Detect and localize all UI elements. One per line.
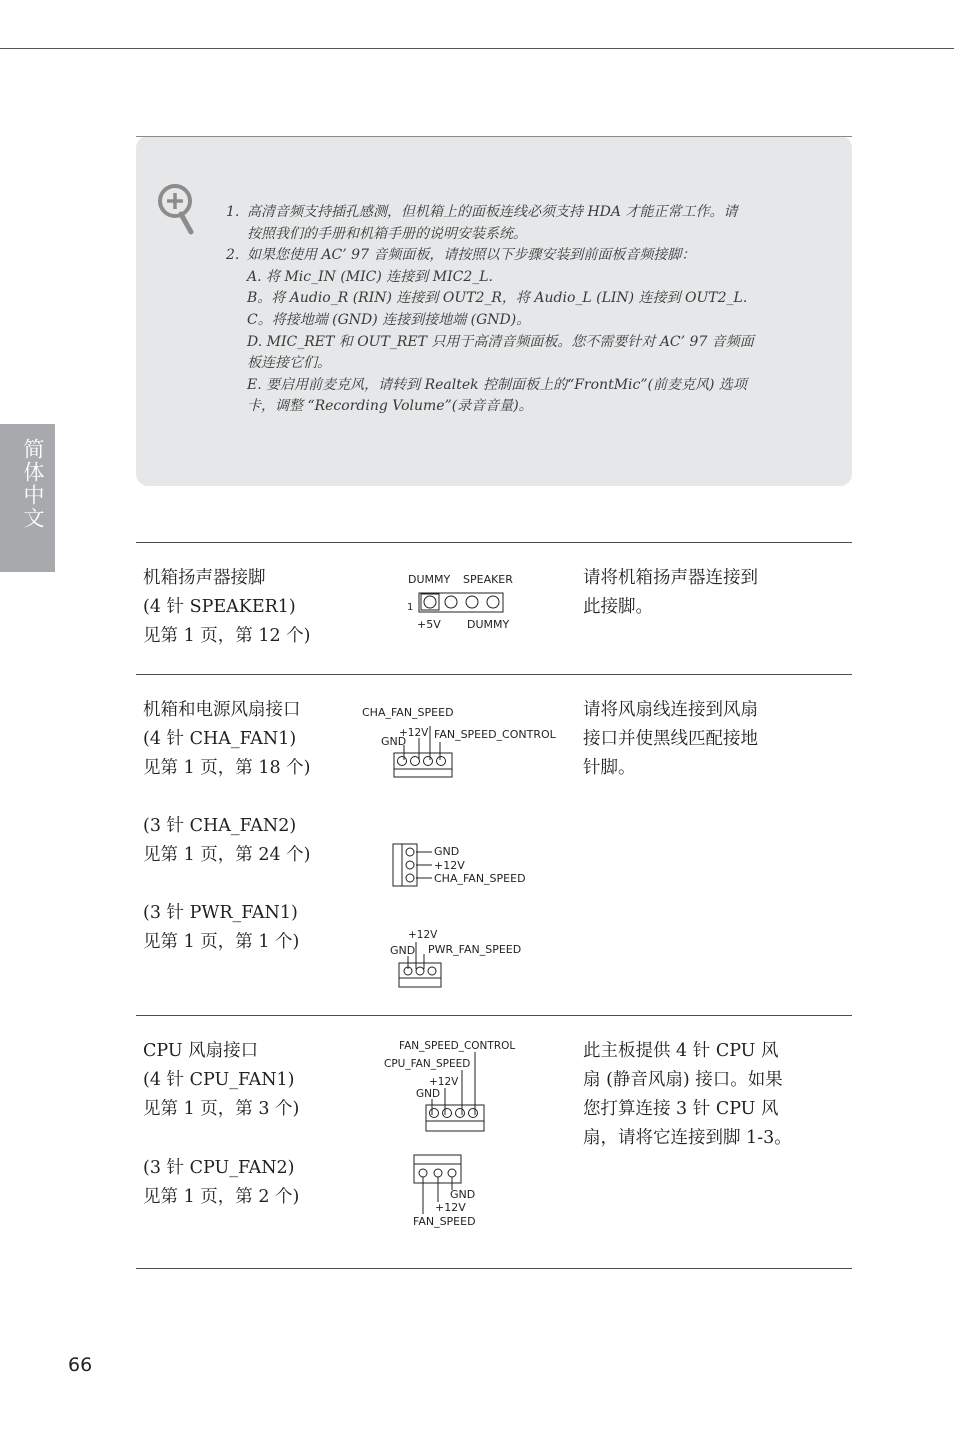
svg-text:FAN_SPEED_CONTROL: FAN_SPEED_CONTROL (399, 1040, 516, 1052)
note-list (226, 202, 786, 418)
pin (419, 1169, 427, 1177)
cpu-fan1-diagram (380, 1036, 530, 1136)
speaker-label-top: SPEAKER (463, 573, 513, 586)
header-rule (0, 48, 954, 49)
pin (430, 1109, 439, 1118)
svg-text:+12V: +12V (408, 929, 438, 941)
svg-text:+12V: +12V (399, 727, 429, 739)
svg-text:GND: GND (450, 1188, 476, 1201)
pin (437, 757, 446, 766)
pin (416, 967, 424, 975)
svg-text:CPU_FAN_SPEED: CPU_FAN_SPEED (384, 1058, 471, 1070)
note-item: 1. 高清音频支持插孔感测，但机箱上的面板连线必须支持 HDA 才能正常工作。请 按照我们的手册和机箱手册的说明安装系统。 (226, 204, 738, 242)
pin (406, 848, 414, 856)
svg-text:GND: GND (416, 1088, 441, 1100)
cpu-fan2-diagram (408, 1152, 518, 1232)
cha-fan1-label: 机箱和电源风扇接口 (4 针 CHA_FAN1) 见第 1 页，第 18 个) (143, 700, 311, 778)
note-item: 2. 如果您使用 AC’ 97 音频面板，请按照以下步骤安装到前面板音频接脚： A. 将 Mic_IN (MIC) 连接到 MIC2_L. B。将 Audio_R (RIN) 连接到 OUT2_R，将 Audio_L (LIN) 连接到 OUT2_L. C。将接地端 (GND) 连接到接地端 (GND)。 D. MIC_RET 和 OUT_RET 只用于高清音频面板。您不需要针对 AC’ 97 音频面 板连接它们。 E. 要启用前麦克风，请转到 Realtek 控制面板上的“FrontMic”(前麦克风) 选项 卡，调整 “Recording Volume”(录音音量)。 (226, 247, 754, 415)
cha-fan2-label: (3 针 CHA_FAN2) 见第 1 页，第 24 个) (143, 816, 311, 865)
pin (434, 1169, 442, 1177)
cpu-fan-description: 此主板提供 4 针 CPU 风 扇 (静音风扇) 接口。如果 您打算连接 3 针 CPU 风 扇，请将它连接到脚 1-3。 (583, 1041, 792, 1148)
pwr-fan1-label: (3 针 PWR_FAN1) 见第 1 页，第 1 个) (143, 903, 300, 952)
section-rule (136, 1268, 852, 1269)
fan-description: 请将风扇线连接到风扇 接口并使黑线匹配接地 针脚。 (583, 700, 758, 778)
svg-text:+12V: +12V (429, 1076, 459, 1088)
svg-text:GND: GND (381, 735, 407, 748)
pin (406, 861, 414, 869)
pin (411, 757, 420, 766)
section-rule (136, 674, 852, 675)
cha-fan1-diagram (360, 702, 565, 782)
cha-fan2-diagram (390, 840, 530, 892)
plus5v-label: +5V (417, 618, 441, 631)
speaker-label: 机箱扬声器接脚 (4 针 SPEAKER1) 见第 1 页，第 12 个) (143, 568, 311, 646)
pin (448, 1169, 456, 1177)
speaker-description: 请将机箱扬声器连接到 此接脚。 (583, 568, 758, 617)
svg-text:FAN_SPEED: FAN_SPEED (413, 1215, 476, 1228)
note-top-rule (136, 136, 852, 137)
pin1-label: 1 (407, 602, 414, 613)
speaker-header-diagram (400, 568, 530, 634)
pwr-fan1-diagram (386, 926, 526, 990)
pin (428, 967, 436, 975)
svg-text:FAN_SPEED_CONTROL: FAN_SPEED_CONTROL (434, 728, 556, 741)
cpu-fan2-label: (3 针 CPU_FAN2) 见第 1 页，第 2 个) (143, 1158, 300, 1207)
pin (406, 874, 414, 882)
section-rule (136, 542, 852, 543)
svg-text:GND: GND (434, 845, 460, 858)
pin (424, 596, 436, 608)
pin (443, 1109, 452, 1118)
fan-header-pin-column (402, 844, 417, 886)
pin (487, 596, 499, 608)
cpu-fan1-label: CPU 风扇接口 (4 针 CPU_FAN1) 见第 1 页，第 3 个) (143, 1041, 300, 1119)
pin (469, 1109, 478, 1118)
pin (466, 596, 478, 608)
svg-text:+12V: +12V (434, 859, 465, 872)
page-number: 66 (68, 1354, 93, 1376)
language-side-tab-label: 简体中文 (21, 438, 45, 530)
section-rule (136, 1015, 852, 1016)
svg-text:CHA_FAN_SPEED: CHA_FAN_SPEED (434, 872, 526, 885)
pin (398, 757, 407, 766)
pin (424, 757, 433, 766)
svg-text:PWR_FAN_SPEED: PWR_FAN_SPEED (428, 943, 522, 956)
dummy-label-bottom: DUMMY (467, 618, 510, 631)
pin (456, 1109, 465, 1118)
dummy-label-top: DUMMY (408, 573, 451, 586)
svg-text:GND: GND (390, 944, 416, 957)
pin (445, 596, 457, 608)
svg-text:+12V: +12V (435, 1201, 466, 1214)
svg-text:CHA_FAN_SPEED: CHA_FAN_SPEED (362, 706, 454, 719)
fan-header-pin-row (399, 963, 441, 978)
magnifier-plus-icon (156, 182, 200, 238)
